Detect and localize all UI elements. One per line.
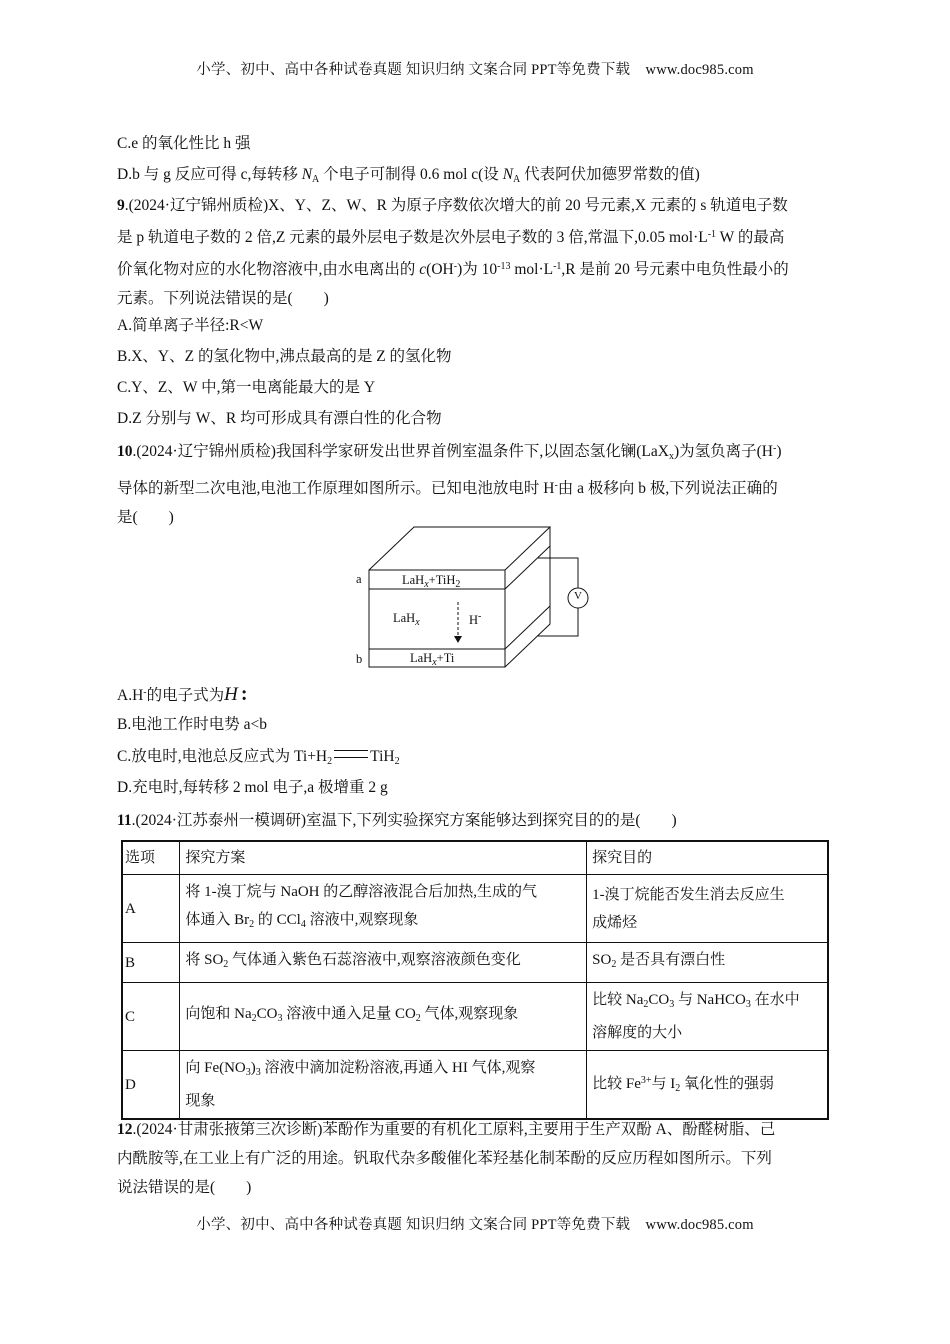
header-cell: 探究目的 <box>587 841 828 875</box>
page-header <box>0 58 950 79</box>
header-url[interactable]: www.doc985.com <box>645 62 754 78</box>
plan-cell: 将 1-溴丁烷与 NaOH 的乙醇溶液混合后加热,生成的气 体通入 $Br_2$ 的 CCl$_4$ 溶液中,观察现象 <box>180 875 587 943</box>
option-cell: D <box>122 1051 180 1120</box>
page-footer <box>0 1213 950 1234</box>
battery-diagram <box>350 522 600 672</box>
header-cell: 探究方案 <box>180 841 587 875</box>
header-text: 小学、初中、高中各种试卷真题 知识归纳 文案合同 PPT等免费下载 <box>196 62 631 78</box>
q11-stem: 11.(2024·江苏泰州一模调研)室温下,下列实验探究方案能够达到探究目的的是( ) <box>117 812 677 829</box>
table-row <box>122 943 828 983</box>
option-cell: B <box>122 943 180 983</box>
goal-cell: 比较 $Fe^{3+}$与 $I_2$ 氧化性的强弱 <box>587 1051 828 1120</box>
plan-cell: 将 $SO_2$ 气体通入紫色石蕊溶液中,观察溶液颜色变化 <box>180 943 587 983</box>
q11-number: 11 <box>117 812 132 829</box>
q9-line2: 是 p 轨道电子数的 2 倍,Z 元素的最外层电子数是次外层电子数的 3 倍,常温下,0.05 $mol\cdot L^{-1}$ W 的最高 <box>117 229 785 246</box>
equals-sign <box>334 750 368 758</box>
plan-cell: 向 $Fe(NO_3)_3$ 溶液中滴加淀粉溶液,再通入 HI 气体,观察 现象 <box>180 1051 587 1120</box>
q12-stem <box>117 1115 839 1202</box>
q11-table <box>121 840 829 1120</box>
q12-line1: 12.(2024·甘肃张掖第三次诊断)苯酚作为重要的有机化工原料,主要用于生产双酚 A、酚醛树脂、己 <box>117 1121 776 1138</box>
table-header-row <box>122 841 828 875</box>
middle-layer-label: LaH$_x$ <box>393 611 420 628</box>
goal-cell: 比较 $Na_2CO_3$ 与 NaHCO$_3$ 在水中 溶解度的大小 <box>587 983 828 1051</box>
battery-diagram-svg <box>350 522 600 672</box>
electrode-b-label: b <box>356 652 363 666</box>
q9-number: 9 <box>117 197 125 214</box>
option-cell: C <box>122 983 180 1051</box>
goal-cell: $SO_2$ 是否具有漂白性 <box>587 943 828 983</box>
q10-line1: 10.(2024·辽宁锦州质检)我国科学家研发出世界首例室温条件下,以固态氢化镧(LaX$_x$)为氢负离子(H-) <box>117 443 782 462</box>
q10-number: 10 <box>117 443 133 460</box>
q12-line3: 说法错误的是( ) <box>117 1179 252 1196</box>
q10-option-a: A.H-的电子式为H : <box>117 683 248 705</box>
q10-option-d: D.充电时,每转移 2 mol 电子,a 极增重 2 g <box>117 779 388 796</box>
q10-option-b: B.电池工作时电势 a<b <box>117 716 267 733</box>
q9-line4: 元素。下列说法错误的是( ) <box>117 290 329 307</box>
header-cell: 选项 <box>122 841 180 875</box>
q12-line2: 内酰胺等,在工业上有广泛的用途。钒取代杂多酸催化苯羟基化制苯酚的反应历程如图所示。下列 <box>117 1150 772 1167</box>
q9-option-b: B.X、Y、Z 的氢化物中,沸点最高的是 Z 的氢化物 <box>117 348 452 365</box>
option-cell: A <box>122 875 180 943</box>
q9-option-a: A.简单离子半径:R<W <box>117 317 264 334</box>
q8-option-d: D.b 与 g 反应可得 c,每转移 $N_A$ 个电子可制得 0.6 mol c(设 $N_A$ 代表阿伏加德罗常数的值) <box>117 166 700 185</box>
q10-stem <box>117 434 839 532</box>
q8-option-c: C.e 的氧化性比 h 强 <box>117 135 251 152</box>
q10-line2: 导体的新型二次电池,电池工作原理如图所示。已知电池放电时 H-由 a 极移向 b 极,下列说法正确的 <box>117 480 778 497</box>
hydride-ion-label: H- <box>469 611 482 627</box>
footer-text: 小学、初中、高中各种试卷真题 知识归纳 文案合同 PPT等免费下载 <box>196 1217 631 1233</box>
table-row <box>122 1051 828 1120</box>
electrode-a-label: a <box>356 572 362 586</box>
q9-line3: 价氧化物对应的水化物溶液中,由水电离出的 c(OH-)为 $10^{-13}$ $mol\cdot L^{-1},R$ 是前 20 号元素中电负性最小的 <box>117 261 789 278</box>
q12-number: 12 <box>117 1121 133 1138</box>
goal-cell: 1-溴丁烷能否发生消去反应生 成烯烃 <box>587 875 828 943</box>
table-row <box>122 875 828 943</box>
table-row <box>122 983 828 1051</box>
q9-stem <box>117 191 839 313</box>
plan-cell: 向饱和 $Na_2CO_3$ 溶液中通入足量 $CO_2$ 气体,观察现象 <box>180 983 587 1051</box>
q9-option-d: D.Z 分别与 W、R 均可形成具有漂白性的化合物 <box>117 410 442 427</box>
q9-option-c: C.Y、Z、W 中,第一电离能最大的是 Y <box>117 379 376 396</box>
voltmeter-label: V <box>574 590 582 602</box>
bottom-layer-label: LaH$_x$+Ti <box>410 651 455 668</box>
q10-line3: 是( ) <box>117 509 174 526</box>
footer-url[interactable]: www.doc985.com <box>645 1217 754 1233</box>
top-layer-label: LaH$_x$+TiH$_2$ <box>402 573 461 590</box>
q10-option-c: C.放电时,电池总反应式为 $Ti+H_2$ TiH$_2$ <box>117 748 400 767</box>
q9-line1: 9.(2024·辽宁锦州质检)X、Y、Z、W、R 为原子序数依次增大的前 20 号元素,X 元素的 s 轨道电子数 <box>117 197 788 214</box>
